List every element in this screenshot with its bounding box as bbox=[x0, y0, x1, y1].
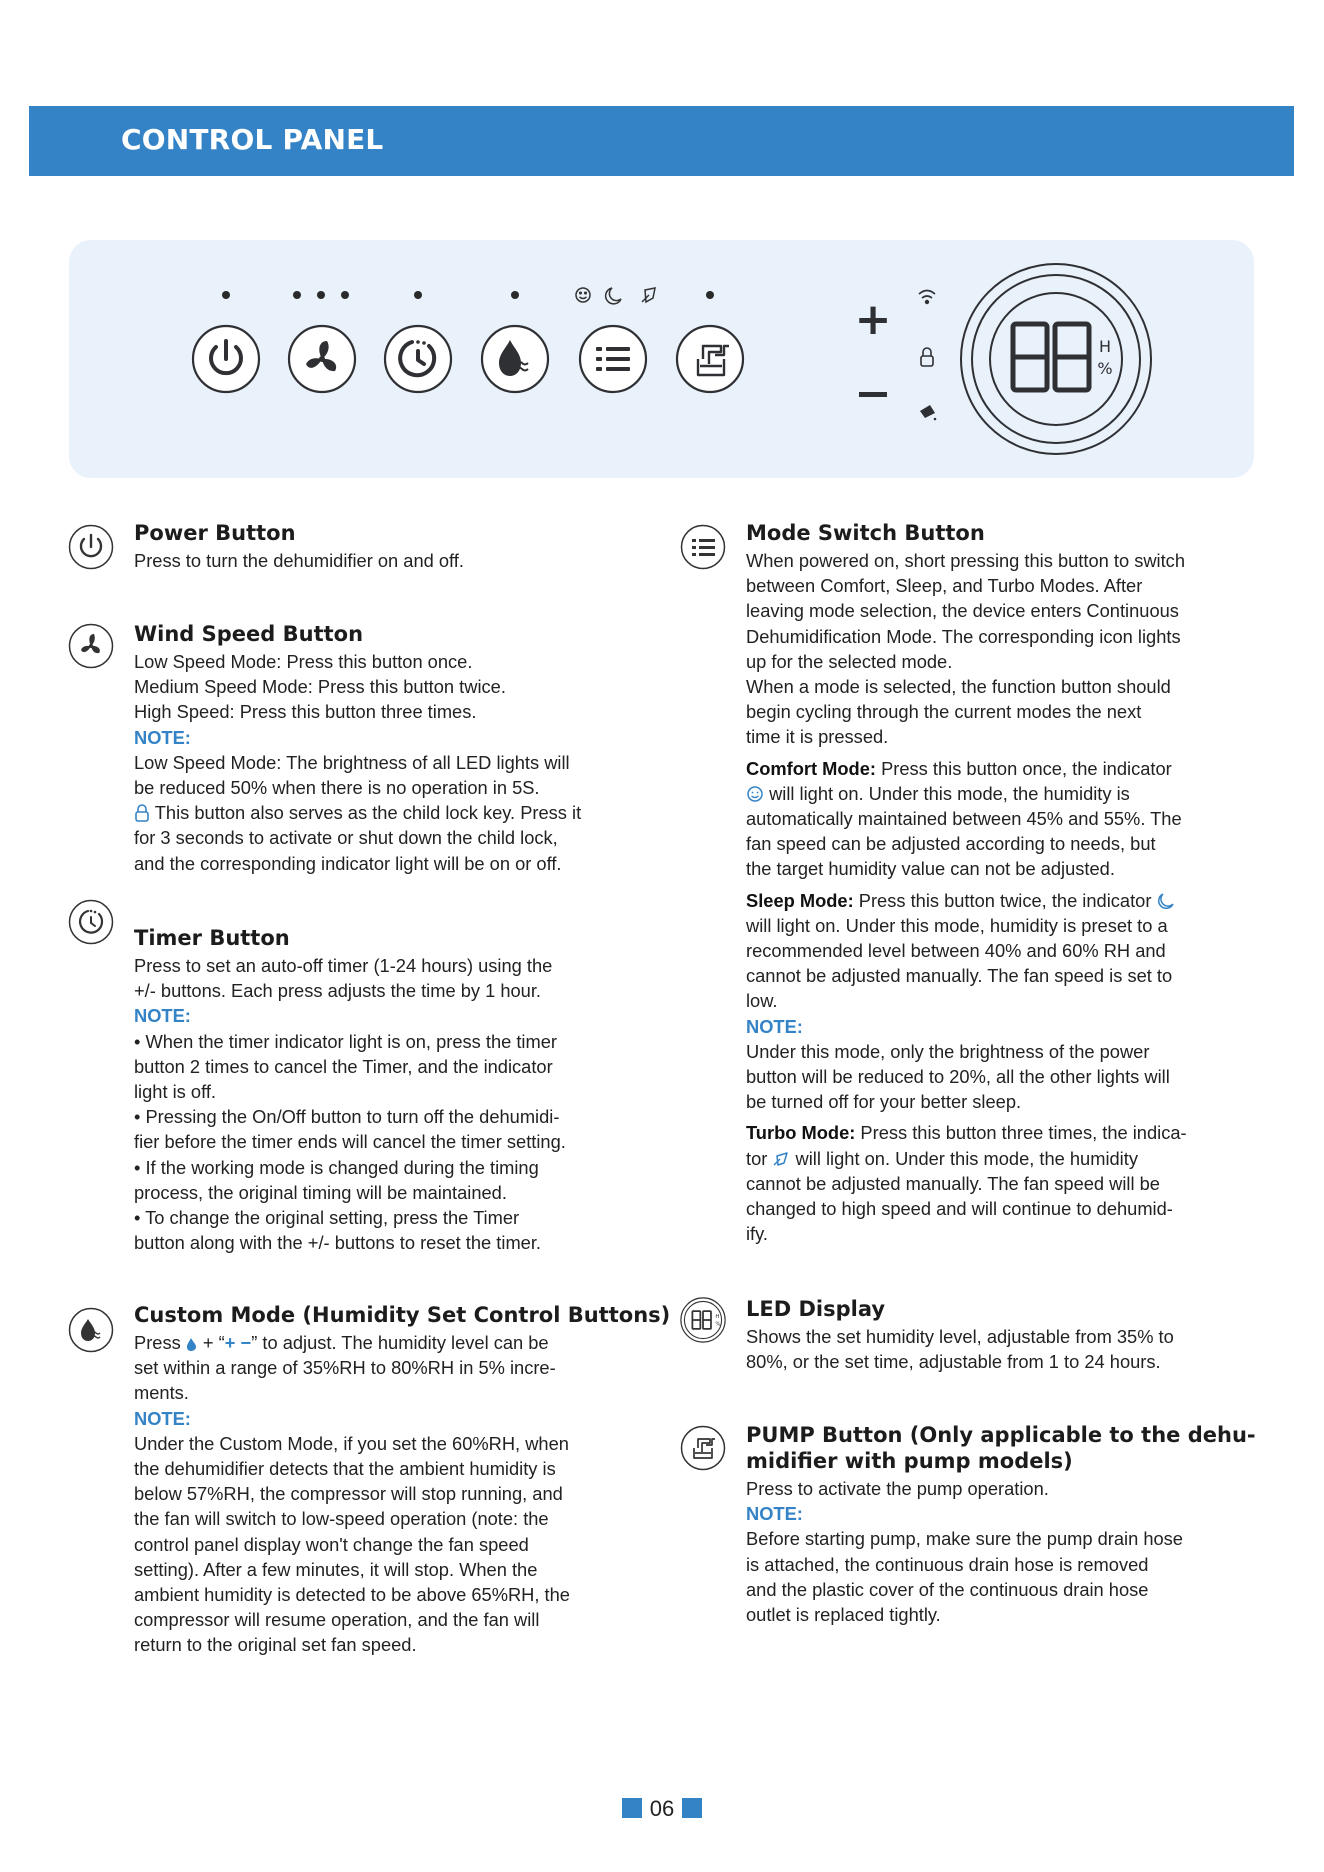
plus-button[interactable]: + bbox=[854, 294, 892, 345]
led-display bbox=[961, 264, 1151, 454]
led-display-section: LED Display Shows the set humidity level, adjustable from 35% to 80%, or the set time, adjustable from 1 to 24 hours. bbox=[746, 1296, 1266, 1374]
section-header-bar bbox=[29, 106, 1294, 176]
power-icon bbox=[68, 524, 114, 570]
lock-icon bbox=[134, 804, 150, 822]
bucket-icon bbox=[920, 405, 936, 420]
power-button[interactable] bbox=[193, 326, 259, 392]
wind-speed-section: Wind Speed Button Low Speed Mode: Press this button once. Medium Speed Mode: Press this button twice. High Speed: Press this button three times. NOTE: Low Speed Mode: The brightness of all LED lights will be reduced 50% when there is no operation in 5S. This button also serves as the child lock key. Press it for 3 seconds to activate or shut down the child lock, and the corresponding indicator light will be on or off. bbox=[134, 621, 654, 876]
note-label: NOTE: bbox=[134, 726, 191, 748]
sleep-moon-icon bbox=[1157, 892, 1175, 910]
pump-section-title-line1: PUMP Button (Only applicable to the dehu- bbox=[746, 1423, 1256, 1447]
timer-icon bbox=[68, 899, 114, 945]
humidity-button[interactable] bbox=[482, 326, 548, 392]
timer-button[interactable] bbox=[385, 326, 451, 392]
note-label: NOTE: bbox=[746, 1015, 803, 1037]
svg-text:%: % bbox=[1097, 359, 1113, 378]
custom-mode-section: Custom Mode (Humidity Set Control Buttons) Press + “+ −” to adjust. The humidity level can be set within a range of 35%RH to 80%RH in 5% incre- ments. NOTE: Under the Custom Mode, if you set the 60%RH, when the dehumidifier detects that the ambient humidity is below 57%RH, the compressor will stop running, and the fan will switch to low-speed operation (note: the control panel display won't change the fan speed setting). After a few minutes, it will stop. When the ambient humidity is detected to be above 65%RH, the compressor will resume operation, and the fan will return to the original set fan speed. bbox=[134, 1302, 674, 1658]
turbo-rocket-icon bbox=[642, 288, 655, 302]
led-display-section-title: LED Display bbox=[746, 1297, 886, 1321]
timer-section: Timer Button Press to set an auto-off timer (1-24 hours) using the +/- buttons. Each press adjusts the time by 1 hour. NOTE: • When the timer indicator light is on, press the timer button 2 times to cancel the Timer, and the indicator light is off. • Pressing the On/Off button to turn off the dehumidi- fier before the timer ends will cancel the timer setting. • If the working mode is changed during the timing process, the original timing will be maintained. • To change the original setting, press the Timer button along with the +/- buttons to reset the timer. bbox=[134, 925, 654, 1255]
indicator-dots bbox=[222, 291, 714, 299]
page-footer bbox=[0, 1796, 1324, 1822]
power-section-title: Power Button bbox=[134, 521, 296, 545]
sleep-mode-line: Sleep Mode: Press this button twice, the indicator bbox=[746, 888, 1266, 913]
pump-icon bbox=[680, 1425, 726, 1471]
fan-icon bbox=[68, 623, 114, 669]
svg-text:H: H bbox=[715, 1314, 720, 1321]
wifi-icon bbox=[919, 291, 935, 304]
power-section: Power Button Press to turn the dehumidifier on and off. bbox=[134, 520, 654, 573]
humidity-drop-icon bbox=[68, 1307, 114, 1353]
pump-section-title-line2: midifier with pump models) bbox=[746, 1449, 1073, 1473]
svg-text:H: H bbox=[1098, 337, 1112, 356]
comfort-mode-line: Comfort Mode: Press this button once, the indicator bbox=[746, 757, 1172, 779]
timer-section-title: Timer Button bbox=[134, 926, 290, 950]
comfort-smile-icon bbox=[746, 785, 764, 803]
custom-mode-section-title: Custom Mode (Humidity Set Control Buttons) bbox=[134, 1303, 671, 1327]
page-number: 06 bbox=[649, 1796, 675, 1821]
mode-switch-section: Mode Switch Button When powered on, short pressing this button to switch between Comfort, Sleep, and Turbo Modes. After leaving mode selection, the device enters Continuous Dehumidification Mode. The corresponding icon lights up for the selected mode. When a mode is selected, the function button should begin cycling through the current modes the next time it is pressed. Comfort Mode: Press this button once, the indicator will light on. Under this mode, the humidity is automatically maintained between 45% and 55%. The fan speed can be adjusted according to needs, but the target humidity value can not be adjusted. Sleep Mode: Press this button twice, the indicator will light on. Under this mode, humidity is preset to a recommended level between 40% and 60% RH and cannot be adjusted manually. The fan speed is set to low. NOTE: Under this mode, only the brightness of the power button will be reduced to 20%, all the other lights will be turned off for your better sleep. Turbo Mode: Press this button three times, the indica- tor will light on. Under this mode, the humidity cannot be adjusted manually. The fan speed will be changed to high speed and will continue to dehumid- ify. bbox=[746, 520, 1266, 1246]
humidity-drop-icon bbox=[186, 1337, 198, 1352]
lock-icon bbox=[921, 348, 933, 366]
led-display-icon bbox=[680, 1297, 732, 1349]
svg-text:%: % bbox=[715, 1321, 721, 1328]
wind-speed-section-title: Wind Speed Button bbox=[134, 622, 364, 646]
page-title: CONTROL PANEL bbox=[121, 123, 384, 156]
footer-square-left bbox=[622, 1798, 642, 1818]
pump-button[interactable] bbox=[677, 326, 743, 392]
mode-switch-button[interactable] bbox=[580, 326, 646, 392]
mode-switch-section-title: Mode Switch Button bbox=[746, 521, 985, 545]
turbo-rocket-icon bbox=[772, 1150, 790, 1168]
sleep-moon-icon bbox=[606, 288, 621, 304]
control-panel-illustration bbox=[69, 240, 1254, 478]
wind-speed-button[interactable] bbox=[289, 326, 355, 392]
footer-square-right bbox=[682, 1798, 702, 1818]
note-label: NOTE: bbox=[134, 1005, 191, 1027]
pump-section: PUMP Button (Only applicable to the dehu- midifier with pump models) Press to activate the pump operation. NOTE: Before starting pump, make sure the pump drain hose is attached, the continuous drain hose is removed and the plastic cover of the continuous drain hose outlet is replaced tightly. bbox=[746, 1422, 1266, 1627]
mode-list-icon bbox=[680, 524, 726, 570]
comfort-smile-icon bbox=[576, 288, 590, 302]
turbo-mode-line: Turbo Mode: Press this button three times, the indica- bbox=[746, 1122, 1187, 1144]
note-label: NOTE: bbox=[746, 1503, 803, 1525]
note-label: NOTE: bbox=[134, 1407, 191, 1429]
minus-button[interactable] bbox=[859, 392, 887, 397]
